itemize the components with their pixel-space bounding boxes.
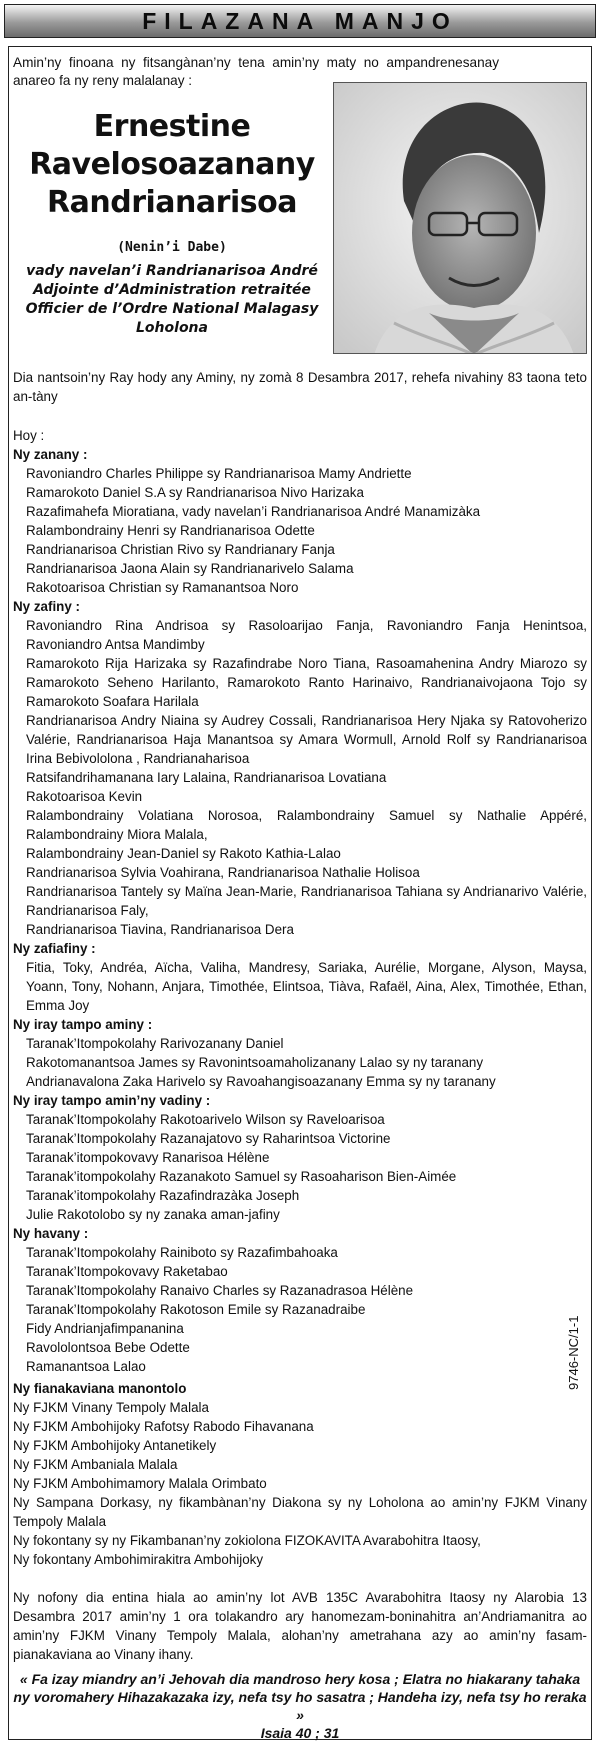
list-item: Ramarokoto Daniel S.A sy Randrianarisoa Nivo Harizaka	[26, 485, 364, 500]
list-item: Taranak’Itompokolahy Ranaivo Charles sy Razanadrasoa Hélène	[26, 1283, 414, 1298]
ad-code: 9746-NC/1-1	[566, 1315, 581, 1390]
list-item: Ralambondrainy Jean-Daniel sy Rakoto Kathia-Lalao	[26, 846, 341, 861]
list-item: Ramarokoto Rija Harizaka sy Razafindrabe Noro Tiana, Rasoamahenina Andry Miarozo sy Ramarokoto Seheno Harilanto, Ramarokoto Ranto Harinaivo, Randrianaivojaona Tojo sy Ramarokoto Soafara Harilala	[26, 656, 587, 709]
list-item: Randrianarisoa Andry Niaina sy Audrey Cossali, Randrianarisoa Hery Njaka sy Ratovoherizo Valérie, Randrianarisoa Haja Manantsoa sy Amara Wormull, Arnold Rolf sy Randrianarisoa Irina Bebivololona , Randrianaharisoa	[26, 713, 587, 766]
death-notice: Dia nantsoin’ny Ray hody any Aminy, ny zomà 8 Desambra 2017, rehefa nivahiny 83 taona teto an-tàny	[13, 370, 587, 404]
funeral-notice: Ny nofony dia entina hiala ao amin’ny lot AVB 135C Avarabohitra Itaosy ny Alarobia 13 Desambra 2017 amin’ny 1 ora tolakandro ary hanomezam-boninahitra an’Andriamanitra ao amin’ny FJKM Vinany Tempoly Malala, alohan’ny ametrahana azy ao amin’ny fasam-pianakaviana ao Vinany ihany.	[13, 1590, 587, 1662]
community-item: Ny FJKM Ambohijoky Antanetikely	[13, 1438, 217, 1453]
community-item: Ny fokontany sy ny Fikambanan’ny zokiolona FIZOKAVITA Avarabohitra Itaosy,	[13, 1533, 481, 1548]
list-item: Ravoniandro Charles Philippe sy Randrianarisoa Mamy Andriette	[26, 466, 412, 481]
group-title: Ny zafiny :	[13, 599, 80, 614]
title-line: Loholona	[136, 320, 208, 336]
community-item: Ny FJKM Vinany Tempoly Malala	[13, 1400, 209, 1415]
list-item: Randrianarisoa Christian Rivo sy Randrianary Fanja	[26, 542, 335, 557]
list-item: Randrianarisoa Tiavina, Randrianarisoa Dera	[26, 922, 294, 937]
community-item: Ny FJKM Ambaniala Malala	[13, 1457, 178, 1472]
family-groups	[13, 445, 587, 1376]
list-item: Randrianarisoa Sylvia Voahirana, Randrianarisoa Nathalie Holisoa	[26, 865, 420, 880]
list-item: Taranak’itompokolahy Razafindrazàka Joseph	[26, 1188, 300, 1203]
communities-list	[13, 1398, 587, 1569]
group-title: Ny zafiafiny :	[13, 941, 96, 956]
list-item: Ralambondrainy Henri sy Randrianarisoa Odette	[26, 523, 315, 538]
community-item: Ny fokontany Ambohimirakitra Ambohijoky	[13, 1552, 264, 1567]
list-item: Ravololontsoa Bebe Odette	[26, 1340, 190, 1355]
list-item: Ratsifandrihamanana Iary Lalaina, Randrianarisoa Lovatiana	[26, 770, 387, 785]
list-item: Taranak’Itompokolahy Rakotoson Emile sy Razanadraibe	[26, 1302, 366, 1317]
list-item: Randrianarisoa Jaona Alain sy Randrianarivelo Salama	[26, 561, 354, 576]
deceased-name	[13, 108, 331, 222]
list-item: Julie Rakotolobo sy ny zanaka aman-jafiny	[26, 1207, 280, 1222]
group-title: Ny zanany :	[13, 447, 88, 462]
communities-block	[13, 1379, 587, 1569]
bible-quote	[13, 1670, 587, 1742]
list-item: Fidy Andrianjafimpananina	[26, 1321, 184, 1336]
header-banner	[4, 4, 596, 38]
list-item: Taranak’Itompokovavy Raketabao	[26, 1264, 228, 1279]
community-item: Ny FJKM Ambohijoky Rafotsy Rabodo Fihavanana	[13, 1419, 314, 1434]
list-item: Ravoniandro Rina Andrisoa sy Rasoloarijao Fanja, Ravoniandro Fanja Henintsoa, Ravoniandro Antsa Mandimby	[26, 618, 587, 652]
list-item: Razafimahefa Mioratiana, vady navelan’i Randrianarisoa André Manamizàka	[26, 504, 481, 519]
header-title: FILAZANA MANJO	[142, 8, 458, 34]
intro-text: Amin’ny finoana ny fitsangànan’ny tena amin’ny maty no ampandrenesanay anareo fa ny reny malalanay :	[13, 55, 499, 88]
community-item: Ny Sampana Dorkasy, ny fikambànan’ny Diakona sy ny Loholona ao amin’ny FJKM Vinany Tempoly Malala	[13, 1495, 587, 1529]
group-title: Ny iray tampo aminy :	[13, 1017, 153, 1032]
list-item: Taranak’Itompokolahy Rarivozanany Daniel	[26, 1036, 284, 1051]
list-item: Rakotomanantsoa James sy Ravonintsoamaholizanany Lalao sy ny taranany	[26, 1055, 484, 1070]
group-title: Ny iray tampo amin’ny vadiny :	[13, 1093, 211, 1108]
title-line: Officier de l’Ordre National Malagasy	[25, 301, 319, 317]
quote-reference: Isaia 40 ; 31	[260, 1725, 340, 1741]
name-line: Ravelosoazanany	[29, 147, 315, 182]
list-item: Taranak’Itompokolahy Rainiboto sy Razafimbahoaka	[26, 1245, 338, 1260]
family-list	[13, 426, 587, 1376]
name-line: Ernestine	[93, 109, 251, 144]
list-item: Rakotoarisoa Christian sy Ramanantsoa Noro	[26, 580, 299, 595]
title-line: vady navelan’i Randrianarisoa André	[26, 263, 318, 279]
list-item: Taranak’Itompokolahy Razanajatovo sy Raharintsoa Victorine	[26, 1131, 391, 1146]
list-item: Taranak’itompokolahy Razanakoto Samuel sy Rasoaharison Bien-Aimée	[26, 1169, 457, 1184]
list-item: Ramanantsoa Lalao	[26, 1359, 146, 1374]
list-item: Fitia, Toky, Andréa, Aïcha, Valiha, Mandresy, Sariaka, Aurélie, Morgane, Alyson, Maysa, Yoann, Tony, Nohann, Anjara, Timothée, Elintsoa, Tiàva, Rafaël, Aina, Alex, Timothée, Ethan, Emma Joy	[26, 960, 587, 1013]
list-item: Taranak’Itompokolahy Rakotoarivelo Wilson sy Raveloarisoa	[26, 1112, 385, 1127]
list-item: Taranak’itompokovavy Ranarisoa Hélène	[26, 1150, 270, 1165]
list-item: Andrianavalona Zaka Harivelo sy Ravoahangisoazanany Emma sy ny taranany	[26, 1074, 496, 1089]
name-line: Randrianarisoa	[47, 185, 297, 220]
hoy-label: Hoy :	[13, 428, 45, 443]
list-item: Ralambondrainy Volatiana Norosoa, Ralambondrainy Samuel sy Nathalie Appéré, Ralambondrainy Miora Malala,	[26, 808, 587, 842]
title-line: Adjointe d’Administration retraitée	[33, 282, 311, 298]
portrait-photo	[333, 82, 587, 354]
quote-line: « Fa izay miandry an’i Jehovah dia mandroso hery kosa ; Elatra no hiakarany tahaka	[19, 1671, 581, 1687]
nenin-label: (Nenin’i Dabe)	[117, 240, 227, 255]
community-item: Ny FJKM Ambohimamory Malala Orimbato	[13, 1476, 267, 1491]
list-item: Randrianarisoa Tantely sy Maïna Jean-Marie, Randrianarisoa Tahiana sy Andrianarivo Valérie, Randrianarisoa Faly,	[26, 884, 587, 918]
group-title: Ny havany :	[13, 1226, 89, 1241]
communities-title: Ny fianakaviana manontolo	[13, 1381, 187, 1396]
quote-line: ny voromahery Hihazakazaka izy, nefa tsy ho sasatra ; Handeha izy, nefa tsy ho reraka »	[13, 1689, 587, 1723]
list-item: Rakotoarisoa Kevin	[26, 789, 143, 804]
